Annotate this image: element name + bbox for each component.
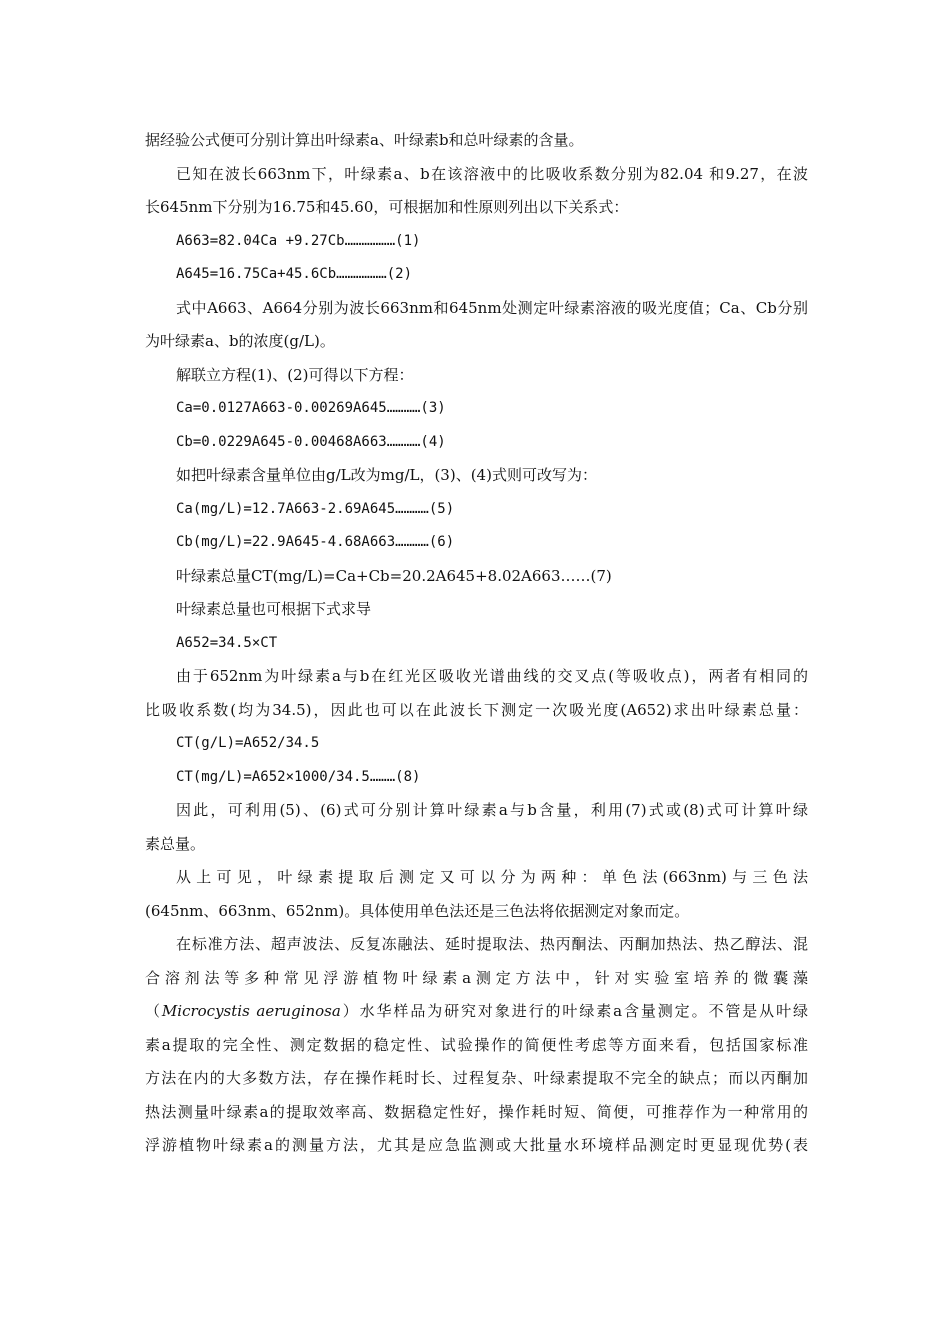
line-text: 为叶绿素a、b的浓度(g/L)。	[145, 332, 335, 350]
line-text: 合溶剂法等多种常见浮游植物叶绿素a测定方法中，针对实验室培养的微囊藻	[145, 968, 808, 987]
equation-line	[145, 225, 808, 259]
text-line	[145, 124, 808, 158]
text-line	[145, 158, 808, 192]
equation-line	[145, 426, 808, 460]
line-text: Ca(mg/L)=12.7A663-2.69A645…………(5)	[176, 500, 455, 517]
line-text: 长645nm下分别为16.75和45.60，可根据加和性原则列出以下关系式：	[145, 198, 629, 216]
line-text: 方法在内的大多数方法，存在操作耗时长、过程复杂、叶绿素提取不完全的缺点；而以丙酮加	[145, 1069, 808, 1087]
text-line	[145, 794, 808, 828]
line-text: 从上可见，叶绿素提取后测定又可以分为两种：单色法(663nm)与三色法	[176, 868, 808, 886]
line-text: 解联立方程(1)、(2)可得以下方程：	[176, 365, 414, 384]
line-text: 据经验公式便可分别计算出叶绿素a、叶绿素b和总叶绿素的含量。	[145, 131, 584, 149]
line-text: 如把叶绿素含量单位由g/L改为mg/L，(3)、(4)式则可改写为：	[176, 466, 597, 484]
line-text: A663=82.04Ca +9.27Cb………………(1)	[176, 232, 421, 249]
equation-line	[145, 761, 808, 795]
text-line	[145, 191, 808, 225]
text-line	[145, 1096, 808, 1130]
line-text: 由于652nm为叶绿素a与b在红光区吸收光谱曲线的交叉点(等吸收点)，两者有相同的	[176, 667, 808, 685]
text-line	[145, 962, 808, 996]
line-text: A645=16.75Ca+45.6Cb………………(2)	[176, 266, 413, 282]
text-line	[145, 593, 808, 627]
line-text: CT(mg/L)=A652×1000/34.5………(8)	[176, 768, 421, 785]
text-line	[145, 1129, 808, 1163]
text-line	[145, 995, 808, 1029]
line-text: CT(g/L)=A652/34.5	[176, 735, 320, 751]
equation-line	[145, 526, 808, 560]
line-text: 素a提取的完全性、测定数据的稳定性、试验操作的简便性考虑等方面来看，包括国家标准	[145, 1035, 808, 1054]
line-text: Ca=0.0127A663-0.00269A645…………(3)	[176, 400, 446, 416]
text-line	[145, 1029, 808, 1063]
text-line	[145, 828, 808, 862]
line-text: （	[145, 1002, 162, 1020]
equation-line	[145, 493, 808, 527]
line-text: 叶绿素总量也可根据下式求导	[176, 600, 372, 618]
text-line	[145, 359, 808, 393]
text-line	[145, 861, 808, 895]
equation-line	[145, 727, 808, 761]
text-line	[145, 928, 808, 962]
line-text: 已知在波长663nm下，叶绿素a、b在该溶液中的比吸收系数分别为82.04 和9.27，在波	[176, 164, 808, 183]
line-text: 热法测量叶绿素a的提取效率高、数据稳定性好，操作耗时短、简便，可推荐作为一种常用的	[145, 1102, 808, 1121]
text-line	[145, 325, 808, 359]
line-text: Cb=0.0229A645-0.00468A663…………(4)	[176, 433, 446, 450]
line-text: 式中A663、A664分别为波长663nm和645nm处测定叶绿素溶液的吸光度值；Ca、Cb分别	[176, 298, 808, 317]
line-text: 叶绿素总量CT(mg/L)=Ca+Cb=20.2A645+8.02A663……(7)	[176, 566, 612, 585]
text-line	[145, 895, 808, 929]
line-text: 浮游植物叶绿素a的测量方法，尤其是应急监测或大批量水环境样品测定时更显现优势(表	[145, 1136, 808, 1154]
text-line	[145, 292, 808, 326]
line-text: 比吸收系数(均为34.5)，因此也可以在此波长下测定一次吸光度(A652)求出叶绿素总量：	[145, 700, 808, 719]
line-text: 素总量。	[145, 834, 206, 853]
text-line	[145, 1062, 808, 1096]
line-text: (645nm、663nm、652nm)。具体使用单色法还是三色法将依据测定对象而定。	[145, 901, 690, 920]
text-line	[145, 459, 808, 493]
species-name: Microcystis aeruginosa	[161, 1002, 341, 1020]
line-text: Cb(mg/L)=22.9A645-4.68A663…………(6)	[176, 534, 455, 550]
line-text: 在标准方法、超声波法、反复冻融法、延时提取法、热丙酮法、丙酮加热法、热乙醇法、混	[176, 935, 808, 953]
equation-line	[145, 627, 808, 661]
line-text: 因此，可利用(5)、(6)式可分别计算叶绿素a与b含量，利用(7)式或(8)式可计算叶绿	[176, 801, 808, 819]
line-text: A652=34.5×CT	[176, 634, 278, 651]
line-text-continued: ）水华样品为研究对象进行的叶绿素a含量测定。不管是从叶绿	[340, 1002, 808, 1020]
text-line	[145, 694, 808, 728]
equation-line	[145, 392, 808, 426]
equation-line	[145, 258, 808, 292]
text-line	[145, 660, 808, 694]
text-line	[145, 560, 808, 594]
